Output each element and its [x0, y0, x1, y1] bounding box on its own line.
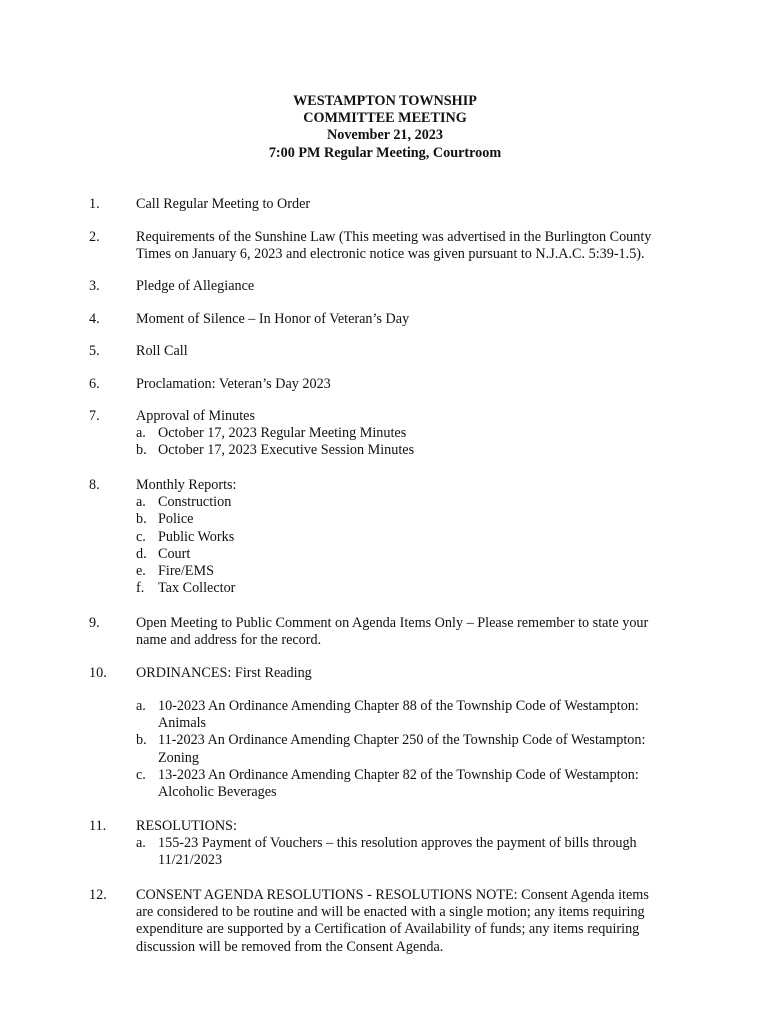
item-text: expenditure are supported by a Certification of Availability of funds; any items requiring — [136, 921, 640, 938]
item-text: Requirements of the Sunshine Law (This meeting was advertised in the Burlington County — [136, 229, 652, 245]
item-number: 5. — [89, 343, 100, 359]
sub-item — [136, 425, 696, 442]
sub-item — [136, 511, 696, 528]
sub-item — [136, 835, 696, 869]
sub-item — [136, 529, 696, 546]
item-number: 12. — [89, 887, 107, 903]
sub-item — [136, 546, 696, 563]
sub-item — [136, 732, 696, 766]
item-text: Pledge of Allegiance — [136, 278, 255, 294]
item-number: 7. — [89, 408, 100, 424]
item-number: 9. — [89, 615, 100, 631]
sub-item-text: 13-2023 An Ordinance Amending Chapter 82 of the Township Code of Westampton: — [158, 766, 639, 783]
sub-item-letter: e. — [136, 563, 146, 580]
item-number: 4. — [89, 311, 100, 327]
item-text: Monthly Reports: — [136, 477, 237, 493]
meeting-type: COMMITTEE MEETING — [303, 110, 467, 127]
meeting-time-location: 7:00 PM Regular Meeting, Courtroom — [268, 144, 502, 161]
item-text: discussion will be removed from the Consent Agenda. — [136, 938, 444, 955]
item-text: Times on January 6, 2023 and electronic notice was given pursuant to N.J.A.C. 5:39-1.5). — [136, 246, 645, 263]
sub-item-text: Court — [158, 545, 191, 562]
sub-item-text: Animals — [158, 715, 207, 732]
item-number: 2. — [89, 229, 100, 245]
item-text: Call Regular Meeting to Order — [136, 196, 311, 212]
sub-item-letter: b. — [136, 442, 147, 459]
sub-item-text: Construction — [158, 494, 232, 511]
item-text: are considered to be routine and will be enacted with a single motion; any items requiring — [136, 904, 645, 921]
item-text: Roll Call — [136, 343, 188, 359]
sub-item-text: Public Works — [158, 528, 235, 545]
item-text: Moment of Silence – In Honor of Veteran’s Day — [136, 311, 410, 327]
meeting-date: November 21, 2023 — [327, 127, 443, 144]
item-text: Approval of Minutes — [136, 408, 256, 424]
sub-item-text: Alcoholic Beverages — [158, 784, 277, 801]
sub-item-letter: a. — [136, 494, 146, 511]
sub-item-letter: a. — [136, 835, 146, 852]
sub-item-text: Tax Collector — [158, 580, 236, 597]
item-number: 10. — [89, 665, 107, 681]
item-number: 11. — [89, 818, 107, 834]
sub-item-letter: c. — [136, 528, 146, 545]
sub-item-letter: d. — [136, 545, 147, 562]
sub-item — [136, 767, 696, 801]
sub-item-letter: b. — [136, 732, 147, 749]
item-number: 3. — [89, 278, 100, 294]
sub-item-letter: c. — [136, 766, 146, 783]
sub-item-text: 155-23 Payment of Vouchers – this resolution approves the payment of bills through — [158, 835, 637, 852]
item-text: RESOLUTIONS: — [136, 818, 237, 834]
item-number: 1. — [89, 196, 100, 212]
item-text: ORDINANCES: First Reading — [136, 665, 312, 681]
sub-item-text: October 17, 2023 Regular Meeting Minutes — [158, 425, 407, 442]
item-number: 8. — [89, 477, 100, 493]
sub-item-text: Zoning — [158, 749, 199, 766]
sub-item-text: 11-2023 An Ordinance Amending Chapter 250 of the Township Code of Westampton: — [158, 732, 646, 749]
item-text: CONSENT AGENDA RESOLUTIONS - RESOLUTIONS NOTE: Consent Agenda items — [136, 887, 649, 903]
township-name: WESTAMPTON TOWNSHIP — [293, 93, 477, 109]
item-number: 6. — [89, 376, 100, 392]
sub-item-letter: a. — [136, 425, 146, 442]
item-text: Open Meeting to Public Comment on Agenda Items Only – Please remember to state your — [136, 615, 649, 631]
item-text: Proclamation: Veteran’s Day 2023 — [136, 376, 331, 392]
sub-item-letter: a. — [136, 698, 146, 714]
sub-item — [136, 563, 696, 580]
sub-item-text: Fire/EMS — [158, 563, 214, 580]
sub-item — [136, 442, 696, 459]
item-text: name and address for the record. — [136, 632, 322, 649]
sub-item-letter: b. — [136, 511, 147, 528]
sub-item-text: October 17, 2023 Executive Session Minutes — [158, 442, 415, 459]
sub-item-text: 10-2023 An Ordinance Amending Chapter 88 of the Township Code of Westampton: — [158, 698, 639, 714]
agenda-header — [0, 93, 770, 162]
sub-item — [136, 494, 696, 511]
sub-item-text: Police — [158, 511, 194, 528]
sub-item-text: 11/21/2023 — [158, 852, 223, 869]
sub-item-letter: f. — [136, 580, 145, 597]
sub-item — [136, 698, 696, 732]
sub-item — [136, 580, 696, 597]
